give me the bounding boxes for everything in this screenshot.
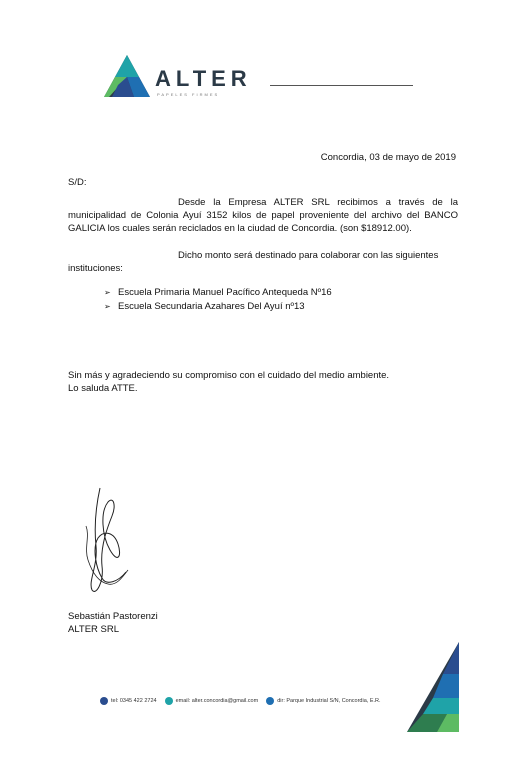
footer-email: email: alter.concordia@gmail.com: [175, 698, 259, 704]
institution-name: Escuela Secundaria Azahares Del Ayuí nº13: [118, 301, 305, 312]
letter-date: Concordia, 03 de mayo de 2019: [320, 152, 456, 163]
location-icon: [266, 697, 274, 705]
regards-line: Lo saluda ATTE.: [68, 383, 138, 394]
closing-block: [68, 369, 389, 395]
paragraph-1-text: Desde la Empresa ALTER SRL recibimos a través de la municipalidad de Colonia Ayuí 3152 kilos de papel proveniente del archivo del BANCO GALICIA los cuales serán reciclados en la ciudad de Concordia. (son $18912.00).: [68, 197, 458, 234]
email-icon: [165, 697, 173, 705]
list-item: [104, 300, 332, 314]
brand-tagline: PAPELES FIRMES: [157, 92, 220, 97]
institution-name: Escuela Primaria Manuel Pacífico Antequeda Nº16: [118, 287, 332, 298]
signer-name: Sebastián Pastorenzi: [68, 611, 158, 622]
footer-address: dir: Parque Industrial S/N, Concordia, E.R.: [277, 698, 381, 704]
list-item: [104, 286, 332, 300]
arrow-bullet-icon: ➢: [104, 288, 111, 297]
institution-list: [104, 286, 332, 314]
signer-company: ALTER SRL: [68, 624, 120, 635]
signer-block: [68, 610, 158, 636]
closing-line: Sin más y agradeciendo su compromiso con el cuidado del medio ambiente.: [68, 370, 390, 381]
salutation: S/D:: [68, 177, 87, 188]
arrow-bullet-icon: ➢: [104, 302, 111, 311]
corner-decoration: [407, 642, 459, 732]
contact-footer: [100, 697, 381, 705]
brand-name: ALTER: [155, 66, 252, 91]
alter-logo-mark: [104, 55, 150, 97]
paragraph-2-text: Dicho monto será destinado para colaborar con las siguientes instituciones:: [68, 250, 439, 274]
phone-icon: [100, 697, 108, 705]
header-rule: [270, 85, 413, 86]
body-paragraph-2: [68, 249, 458, 275]
footer-phone: tel: 0345 422 2724: [111, 698, 157, 704]
handwritten-signature: [78, 486, 138, 596]
body-paragraph-1: [68, 196, 458, 235]
